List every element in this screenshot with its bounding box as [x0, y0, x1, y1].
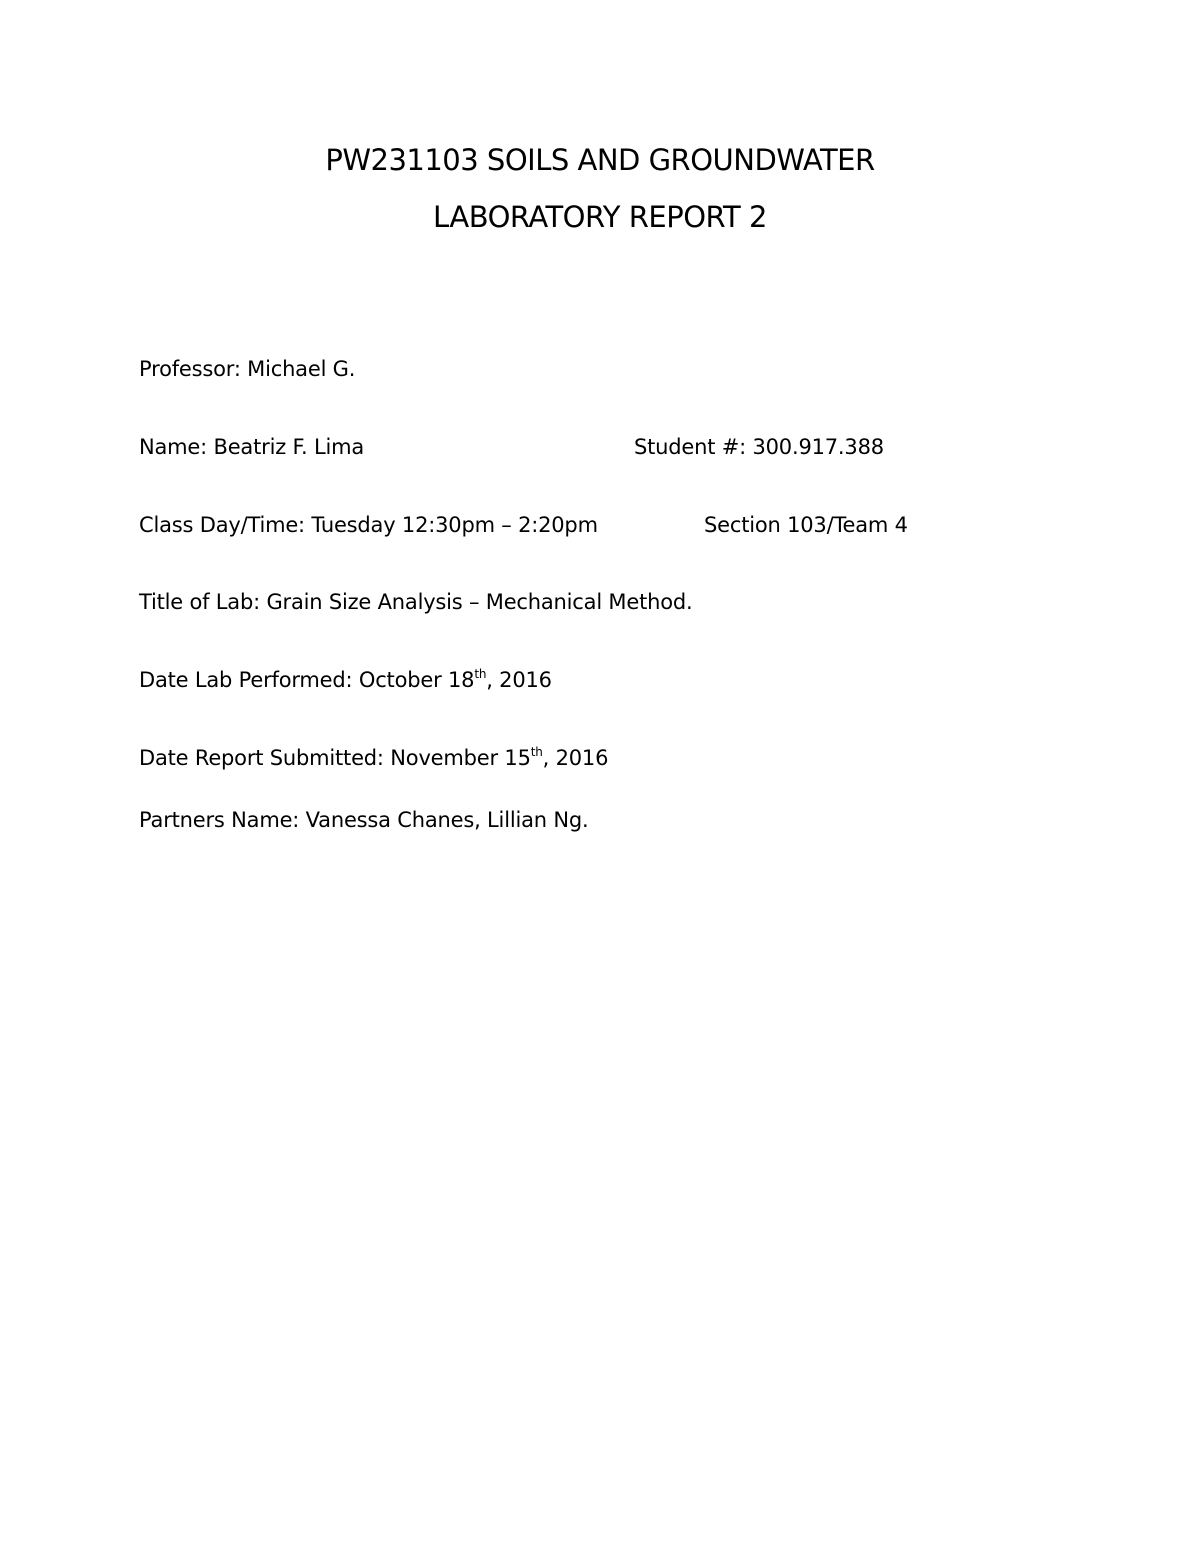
date-performed-prefix: Date Lab Performed: October 18 [139, 668, 475, 692]
course-title: PW231103 SOILS AND GROUNDWATER [325, 143, 875, 177]
lab-title-line: Title of Lab: Grain Size Analysis – Mechanical Method. [139, 590, 693, 614]
date-performed-line [139, 668, 552, 692]
professor-line: Professor: Michael G. [139, 357, 356, 381]
section-line: Section 103/Team 4 [704, 513, 908, 537]
date-submitted-line [139, 746, 608, 770]
partners-line: Partners Name: Vanessa Chanes, Lillian Ng. [139, 808, 589, 832]
date-performed-ordinal: th [474, 667, 487, 681]
date-performed-suffix: , 2016 [486, 668, 552, 692]
date-submitted-suffix: , 2016 [542, 746, 609, 770]
student-name-line: Name: Beatriz F. Lima [139, 435, 365, 459]
report-title: LABORATORY REPORT 2 [433, 200, 767, 234]
class-time-line: Class Day/Time: Tuesday 12:30pm – 2:20pm [139, 513, 598, 537]
student-number-line: Student #: 300.917.388 [634, 435, 884, 459]
date-submitted-prefix: Date Report Submitted: November 15 [139, 746, 531, 770]
date-submitted-ordinal: th [530, 745, 543, 759]
